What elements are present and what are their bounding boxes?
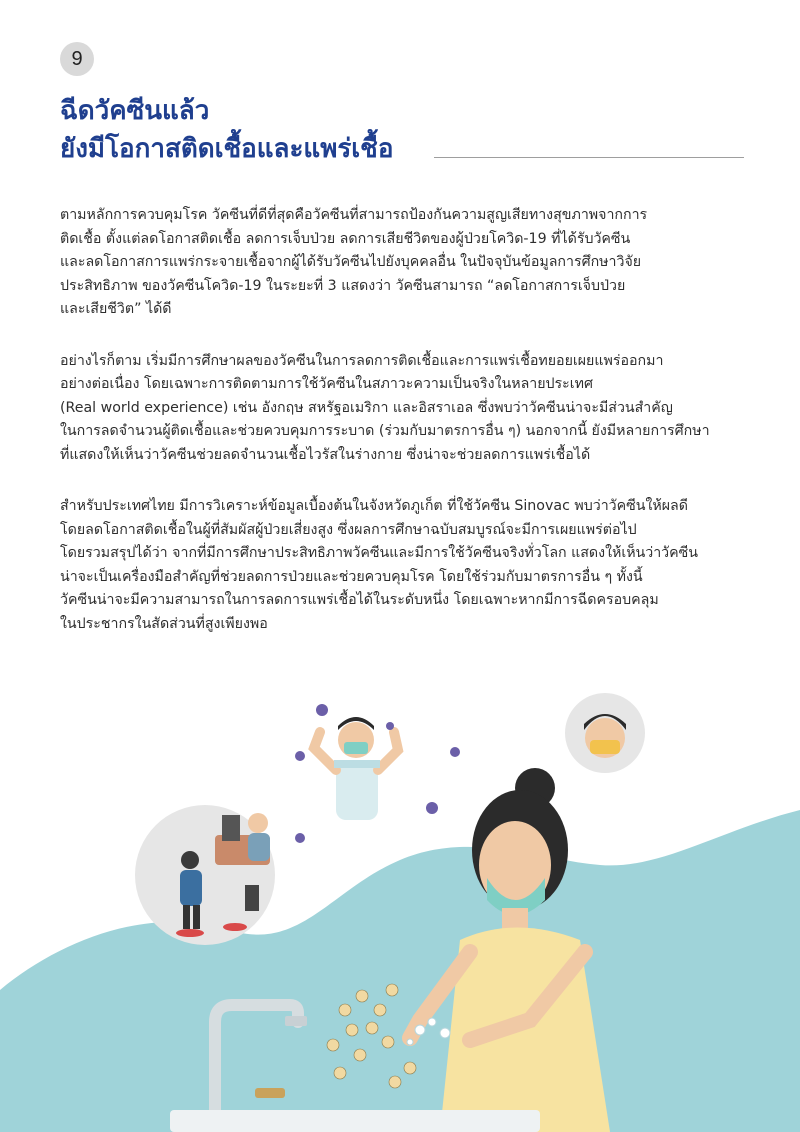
mask-icon — [590, 740, 620, 754]
illustration — [0, 690, 800, 1132]
title-divider — [434, 157, 744, 158]
paragraph-3 — [60, 495, 750, 636]
text-line: ประสิทธิภาพ ของวัคซีนโควิด-19 ในระยะที่ 3 แสดงว่า วัคซีนสามารถ “ลดโอกาสการเจ็บป่วย — [60, 277, 626, 294]
text-line: ตามหลักการควบคุมโรค วัคซีนที่ดีที่สุดคือวัคซีนที่สามารถป้องกันความสูญเสียทางสุขภาพจากการ — [60, 207, 648, 223]
text-line: โดยรวมสรุปได้ว่า จากที่มีการศึกษาประสิทธิภาพวัคซีนและมีการใช้วัคซีนจริงทั่วโลก แสดงให้เห็นว่าวัคซีน — [60, 545, 698, 561]
text-line: ในการลดจำนวนผู้ติดเชื้อและช่วยควบคุมการระบาด (ร่วมกับมาตรการอื่น ๆ) นอกจากนี้ ยังมีหลายการศึกษา — [60, 423, 710, 439]
page-number: 9 — [60, 42, 94, 76]
title-line: ฉีดวัคซีนแล้ว — [60, 96, 210, 126]
strong-man-figure — [314, 717, 398, 820]
text-line: โดยลดโอกาสติดเชื้อในผู้ที่สัมผัสผู้ป่วยเสี่ยงสูง ซึ่งผลการศึกษาฉบับสมบูรณ์จะมีการเผยแพร่ต่อไป — [60, 521, 637, 538]
text-line: (Real world experience) เช่น อังกฤษ สหรัฐอเมริกา และอิสราเอล ซึ่งพบว่าวัคซีนน่าจะมีส่วนสำคัญ — [60, 399, 673, 416]
title-line: ยังมีโอกาสติดเชื้อและแพร่เชื้อ — [60, 134, 394, 164]
page-title — [60, 92, 393, 168]
text-line: วัคซีนน่าจะมีความสามารถในการลดการแพร่เชื้อได้ในระดับหนึ่ง โดยเฉพาะหากมีการฉีดครอบคลุม — [60, 592, 659, 608]
text-line: และลดโอกาสการแพร่กระจายเชื้อจากผู้ได้รับวัคซีนไปยังบุคคลอื่น ในปัจจุบันข้อมูลการศึกษาวิจัย — [60, 254, 642, 270]
text-line: ที่แสดงให้เห็นว่าวัคซีนช่วยลดจำนวนเชื้อไวรัสในร่างกาย ซึ่งน่าจะช่วยลดการแพร่เชื้อได้ — [60, 446, 591, 463]
text-line: สำหรับประเทศไทย มีการวิเคราะห์ข้อมูลเบื้องต้นในจังหวัดภูเก็ต ที่ใช้วัคซีน Sinovac พบว่าวัคซีนให้ผลดี — [60, 498, 688, 514]
text-line: น่าจะเป็นเครื่องมือสำคัญที่ช่วยลดการป่วยและช่วยควบคุมโรค โดยใช้ร่วมกับมาตรการอื่น ๆ ทั้งนี้ — [60, 568, 643, 585]
text-line: อย่างไรก็ตาม เริ่มมีการศึกษาผลของวัคซีนในการลดการติดเชื้อและการแพร่เชื้อทยอยเผยแพร่ออกมา — [60, 352, 664, 369]
market-scene — [135, 805, 275, 945]
paragraph-2 — [60, 350, 750, 468]
paragraph-1 — [60, 204, 750, 322]
masked-face-circle — [565, 693, 645, 773]
sink — [170, 1110, 540, 1132]
text-line: อย่างต่อเนื่อง โดยเฉพาะการติดตามการใช้วัคซีนในสภาวะความเป็นจริงในหลายประเทศ — [60, 376, 594, 392]
text-line: ติดเชื้อ ตั้งแต่ลดโอกาสติดเชื้อ ลดการเจ็บป่วย ลดการเสียชีวิตของผู้ป่วยโควิด-19 ที่ได้รับวัคซีน — [60, 230, 631, 247]
text-line: ในประชากรในสัดส่วนที่สูงเพียงพอ — [60, 615, 268, 632]
article-body — [60, 204, 750, 664]
text-line: และเสียชีวิต” ได้ดี — [60, 301, 172, 317]
